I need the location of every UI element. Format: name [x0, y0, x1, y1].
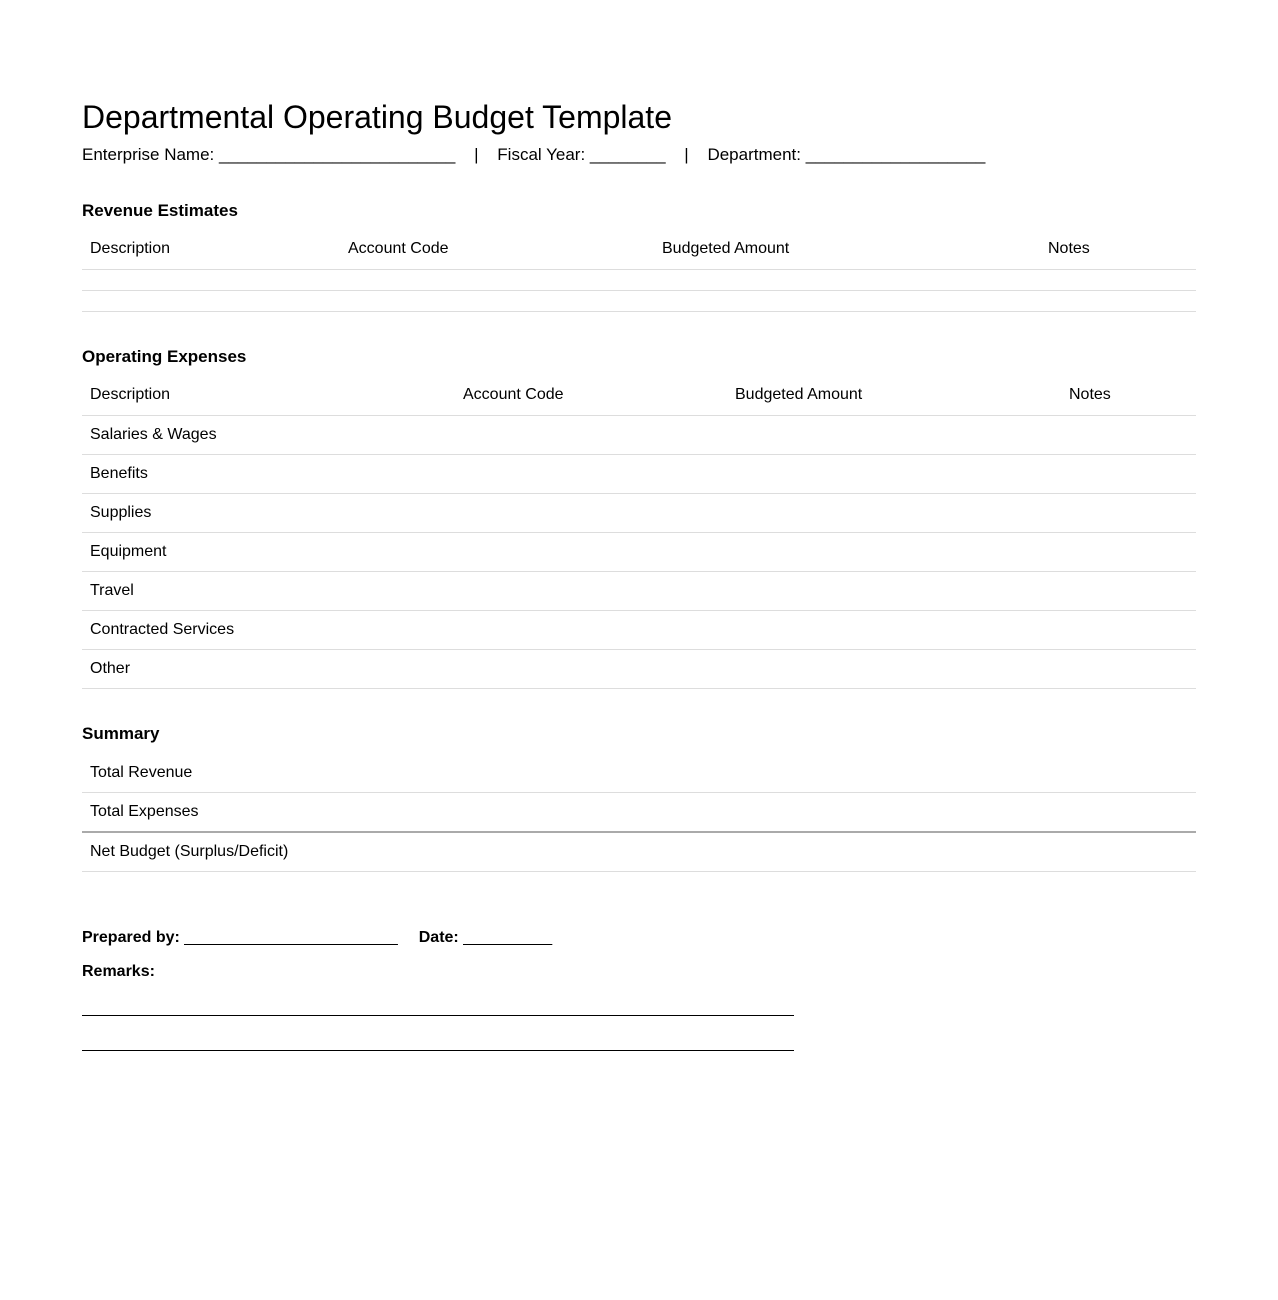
expenses-heading: Operating Expenses — [82, 347, 247, 366]
table-row[interactable] — [82, 455, 1196, 494]
cell-description: Contracted Services — [82, 611, 455, 650]
cell-budgeted-amount[interactable] — [727, 494, 1061, 533]
col-description: Description — [82, 229, 340, 270]
page-title: Departmental Operating Budget Template — [82, 99, 672, 135]
col-description: Description — [82, 375, 455, 416]
fiscal-year-field[interactable]: ________ — [589, 145, 666, 164]
cell-budgeted-amount[interactable] — [727, 650, 1061, 689]
net-budget-label: Net Budget (Surplus/Deficit) — [82, 832, 682, 872]
cell-budgeted-amount[interactable] — [727, 572, 1061, 611]
summary-row-total-expenses — [82, 793, 1196, 833]
table-header-row — [82, 229, 1196, 270]
cell-description: Equipment — [82, 533, 455, 572]
prepared-by-line — [82, 929, 552, 947]
cell-notes[interactable] — [1040, 270, 1196, 291]
col-account-code: Account Code — [455, 375, 727, 416]
cell-notes[interactable] — [1061, 455, 1196, 494]
prepared-by-field[interactable]: ________________________ — [184, 929, 398, 946]
cell-notes[interactable] — [1061, 611, 1196, 650]
cell-description: Benefits — [82, 455, 455, 494]
total-expenses-value[interactable] — [682, 793, 1196, 833]
cell-notes[interactable] — [1040, 291, 1196, 312]
cell-account-code[interactable] — [340, 291, 654, 312]
cell-notes[interactable] — [1061, 533, 1196, 572]
cell-budgeted-amount[interactable] — [654, 270, 1040, 291]
summary-heading: Summary — [82, 724, 160, 743]
date-label: Date: — [418, 929, 459, 946]
table-row[interactable] — [82, 270, 1196, 291]
col-notes: Notes — [1040, 229, 1196, 270]
remarks-line-1[interactable] — [82, 1015, 794, 1016]
header-meta — [82, 145, 985, 165]
cell-budgeted-amount[interactable] — [654, 291, 1040, 312]
cell-notes[interactable] — [1061, 494, 1196, 533]
summary-row-total-revenue — [82, 754, 1196, 793]
table-row[interactable] — [82, 572, 1196, 611]
cell-description: Supplies — [82, 494, 455, 533]
cell-description[interactable] — [82, 270, 340, 291]
cell-budgeted-amount[interactable] — [727, 455, 1061, 494]
cell-notes[interactable] — [1061, 416, 1196, 455]
col-budgeted-amount: Budgeted Amount — [727, 375, 1061, 416]
table-row[interactable] — [82, 416, 1196, 455]
separator: | — [684, 145, 689, 164]
col-account-code: Account Code — [340, 229, 654, 270]
cell-description: Travel — [82, 572, 455, 611]
cell-notes[interactable] — [1061, 572, 1196, 611]
cell-budgeted-amount[interactable] — [727, 416, 1061, 455]
table-row[interactable] — [82, 533, 1196, 572]
revenue-heading: Revenue Estimates — [82, 201, 238, 220]
cell-account-code[interactable] — [455, 572, 727, 611]
cell-account-code[interactable] — [455, 611, 727, 650]
revenue-table — [82, 229, 1196, 312]
cell-account-code[interactable] — [455, 416, 727, 455]
col-notes: Notes — [1061, 375, 1196, 416]
total-revenue-value[interactable] — [682, 754, 1196, 793]
cell-notes[interactable] — [1061, 650, 1196, 689]
summary-table — [82, 754, 1196, 872]
table-row[interactable] — [82, 291, 1196, 312]
department-label: Department: — [707, 145, 801, 164]
date-field[interactable]: __________ — [463, 929, 553, 946]
net-budget-value[interactable] — [682, 832, 1196, 872]
cell-description[interactable] — [82, 291, 340, 312]
prepared-by-label: Prepared by: — [82, 929, 180, 946]
summary-row-net-budget — [82, 832, 1196, 872]
cell-account-code[interactable] — [455, 455, 727, 494]
department-field[interactable]: ___________________ — [805, 145, 986, 164]
cell-account-code[interactable] — [455, 494, 727, 533]
cell-account-code[interactable] — [340, 270, 654, 291]
table-row[interactable] — [82, 650, 1196, 689]
cell-budgeted-amount[interactable] — [727, 533, 1061, 572]
cell-account-code[interactable] — [455, 533, 727, 572]
table-header-row — [82, 375, 1196, 416]
separator: | — [474, 145, 479, 164]
total-revenue-label: Total Revenue — [82, 754, 682, 793]
enterprise-label: Enterprise Name: — [82, 145, 215, 164]
expenses-table — [82, 375, 1196, 689]
remarks-label: Remarks: — [82, 963, 155, 980]
total-expenses-label: Total Expenses — [82, 793, 682, 833]
fiscal-year-label: Fiscal Year: — [497, 145, 586, 164]
cell-description: Salaries & Wages — [82, 416, 455, 455]
cell-account-code[interactable] — [455, 650, 727, 689]
remarks-line-2[interactable] — [82, 1050, 794, 1051]
enterprise-name-field[interactable]: _________________________ — [219, 145, 456, 164]
table-row[interactable] — [82, 494, 1196, 533]
cell-budgeted-amount[interactable] — [727, 611, 1061, 650]
cell-description: Other — [82, 650, 455, 689]
table-row[interactable] — [82, 611, 1196, 650]
col-budgeted-amount: Budgeted Amount — [654, 229, 1040, 270]
